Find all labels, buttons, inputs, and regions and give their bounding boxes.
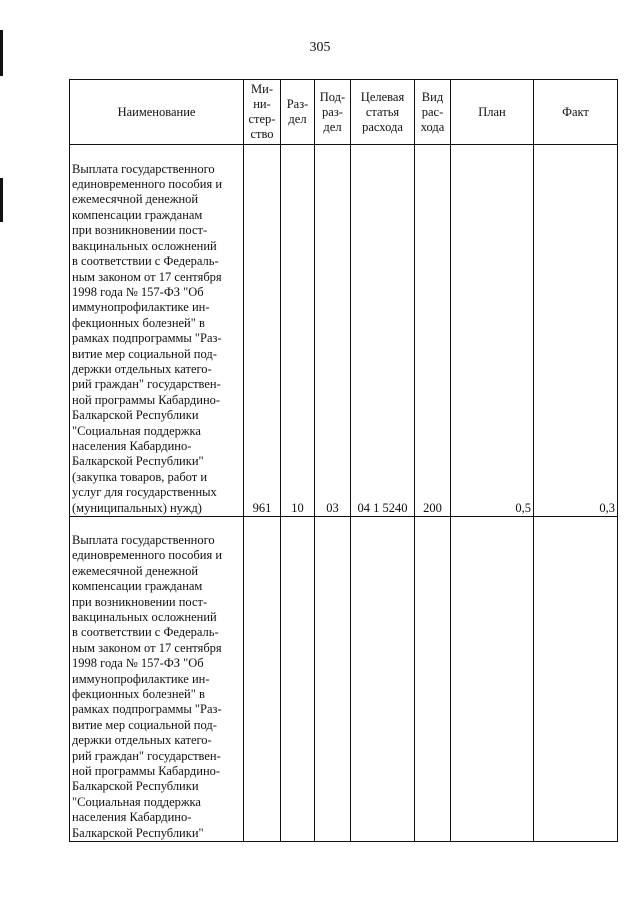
table-header-row bbox=[70, 80, 618, 145]
page-number: 305 bbox=[309, 40, 331, 55]
header-plan: План bbox=[451, 80, 534, 145]
header-fact: Факт bbox=[534, 80, 618, 145]
budget-table bbox=[69, 79, 618, 842]
row-target-cell: 04 1 5240 bbox=[351, 145, 415, 517]
header-target-article: Целевая статья расхода bbox=[351, 80, 415, 145]
header-expense-type: Вид рас- хода bbox=[415, 80, 451, 145]
row-fact-cell bbox=[534, 517, 618, 842]
row-plan-cell: 0,5 bbox=[451, 145, 534, 517]
row-subsection-cell bbox=[315, 517, 351, 842]
header-section: Раз- дел bbox=[281, 80, 315, 145]
row-expense-type-cell bbox=[415, 517, 451, 842]
table-row bbox=[70, 145, 618, 517]
row-section-cell bbox=[281, 517, 315, 842]
scan-edge-mark-middle bbox=[0, 178, 3, 222]
table-row bbox=[70, 517, 618, 842]
row-subsection-cell: 03 bbox=[315, 145, 351, 517]
row-name-cell: Выплата государственного единовременного пособия и ежемесячной денежной компенсации гражданам при возникновении пост- вакцинальных осложнений в соответствии с Федераль- ным законом от 17 сентября 1998 года № 157-ФЗ "Об иммунопрофилактике ин- фекционных болезней" в рамках подпрограммы "Раз- витие мер социальной под- держки отдельных катего- рий граждан" государствен- ной программы Кабардино- Балкарской Республики "Социальная поддержка населения Кабардино- Балкарской Республики" (закупка товаров, работ и услуг для государственных (муниципальных) нужд) bbox=[70, 145, 244, 517]
header-subsection: Под- раз- дел bbox=[315, 80, 351, 145]
row-fact-cell: 0,3 bbox=[534, 145, 618, 517]
row-target-cell bbox=[351, 517, 415, 842]
row-section-cell: 10 bbox=[281, 145, 315, 517]
row-ministry-cell bbox=[244, 517, 281, 842]
header-ministry: Ми- ни- стер- ство bbox=[244, 80, 281, 145]
row-plan-cell bbox=[451, 517, 534, 842]
row-expense-type-cell: 200 bbox=[415, 145, 451, 517]
header-name: Наименование bbox=[70, 80, 244, 145]
row-ministry-cell: 961 bbox=[244, 145, 281, 517]
row-name-cell: Выплата государственного единовременного пособия и ежемесячной денежной компенсации гражданам при возникновении пост- вакцинальных осложнений в соответствии с Федераль- ным законом от 17 сентября 1998 года № 157-ФЗ "Об иммунопрофилактике ин- фекционных болезней" в рамках подпрограммы "Раз- витие мер социальной под- держки отдельных катего- рий граждан" государствен- ной программы Кабардино- Балкарской Республики "Социальная поддержка населения Кабардино- Балкарской Республики" bbox=[70, 517, 244, 842]
